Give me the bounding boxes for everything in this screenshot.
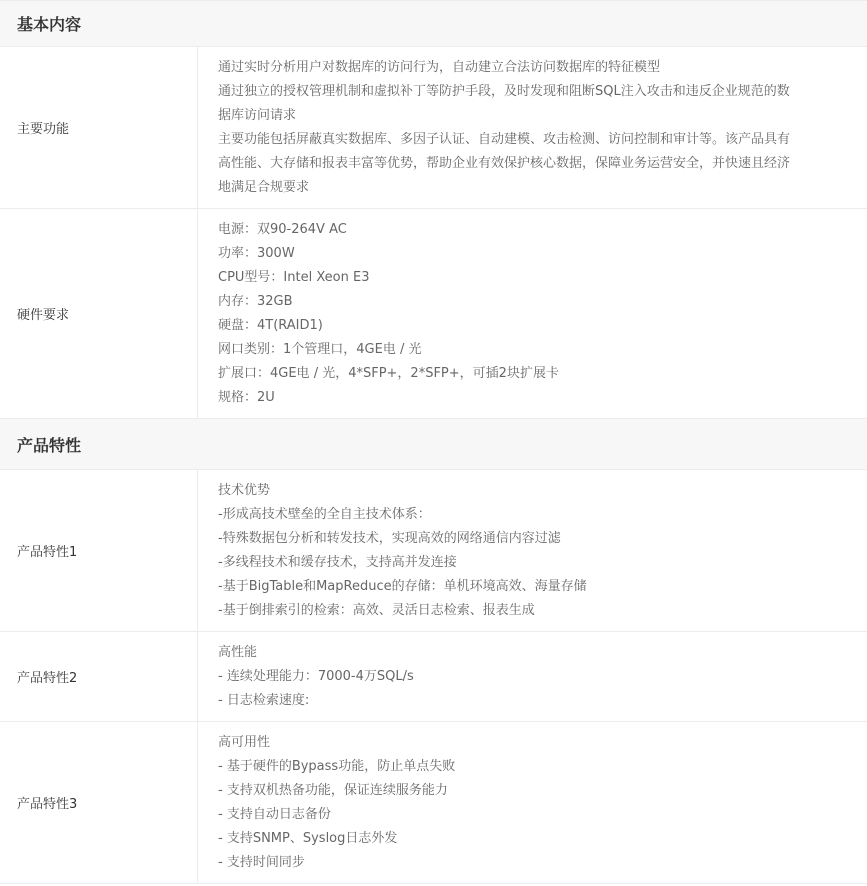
content-line: - 基于硬件的Bypass功能，防止单点失败 bbox=[218, 759, 456, 774]
content-line: -多线程技术和缓存技术，支持高并发连接 bbox=[218, 555, 457, 570]
row-label: 产品特性2 bbox=[0, 632, 198, 721]
row-label: 产品特性3 bbox=[0, 722, 198, 883]
row-content bbox=[198, 209, 867, 418]
content-line: -特殊数据包分析和转发技术，实现高效的网络通信内容过滤 bbox=[218, 531, 561, 546]
content-line: 扩展口：4GE电 / 光，4*SFP+，2*SFP+，可插2块扩展卡 bbox=[218, 366, 559, 381]
section-title: 产品特性 bbox=[17, 435, 82, 455]
content-line: 主要功能包括屏蔽真实数据库、多因子认证、自动建模、攻击检测、访问控制和审计等。该产品具有 bbox=[218, 132, 791, 147]
content-line: -形成高技术壁垒的全自主技术体系： bbox=[218, 507, 431, 522]
section-header-basic bbox=[0, 1, 867, 47]
content-line: - 连续处理能力：7000-4万SQL/s bbox=[218, 669, 414, 684]
content-line: -基于BigTable和MapReduce的存储：单机环境高效、海量存储 bbox=[218, 579, 587, 594]
content-line: CPU型号：Intel Xeon E3 bbox=[218, 270, 370, 285]
content-line: - 支持时间同步 bbox=[218, 855, 305, 870]
content-line: 技术优势 bbox=[218, 483, 271, 498]
content-line: 通过实时分析用户对数据库的访问行为，自动建立合法访问数据库的特征模型 bbox=[218, 60, 661, 75]
spec-row-feature-1 bbox=[0, 470, 867, 632]
content-line: 电源：双90-264V AC bbox=[218, 222, 347, 237]
row-content bbox=[198, 632, 867, 721]
spec-row-main-function bbox=[0, 47, 867, 209]
row-label: 主要功能 bbox=[0, 47, 198, 208]
spec-row-hardware bbox=[0, 209, 867, 419]
content-line: 高可用性 bbox=[218, 735, 271, 750]
row-content bbox=[198, 470, 867, 631]
content-line: - 支持自动日志备份 bbox=[218, 807, 331, 822]
content-line: 据库访问请求 bbox=[218, 108, 297, 123]
content-line: 高性能 bbox=[218, 645, 258, 660]
row-content bbox=[198, 722, 867, 883]
content-line: 硬盘：4T(RAID1) bbox=[218, 318, 323, 333]
content-line: 高性能、大存储和报表丰富等优势，帮助企业有效保护核心数据，保障业务运营安全，并快速且经济 bbox=[218, 156, 791, 171]
content-line: 网口类别：1个管理口，4GE电 / 光 bbox=[218, 342, 422, 357]
content-line: - 日志检索速度: bbox=[218, 693, 310, 708]
row-label: 硬件要求 bbox=[0, 209, 198, 418]
spec-row-feature-2 bbox=[0, 632, 867, 722]
section-title: 基本内容 bbox=[17, 15, 82, 34]
content-line: -基于倒排索引的检索：高效、灵活日志检索、报表生成 bbox=[218, 603, 535, 618]
section-header-features bbox=[0, 419, 867, 470]
content-line: 功率：300W bbox=[218, 246, 295, 261]
content-line: 地满足合规要求 bbox=[218, 180, 310, 195]
content-line: 规格：2U bbox=[218, 390, 275, 405]
row-content bbox=[198, 47, 867, 208]
content-line: - 支持双机热备功能，保证连续服务能力 bbox=[218, 783, 448, 798]
content-line: 内存：32GB bbox=[218, 294, 293, 309]
row-label: 产品特性1 bbox=[0, 470, 198, 631]
content-line: - 支持SNMP、Syslog日志外发 bbox=[218, 831, 398, 846]
content-line: 通过独立的授权管理机制和虚拟补丁等防护手段，及时发现和阻断SQL注入攻击和违反企业规范的数 bbox=[218, 84, 790, 99]
spec-row-feature-3 bbox=[0, 722, 867, 884]
